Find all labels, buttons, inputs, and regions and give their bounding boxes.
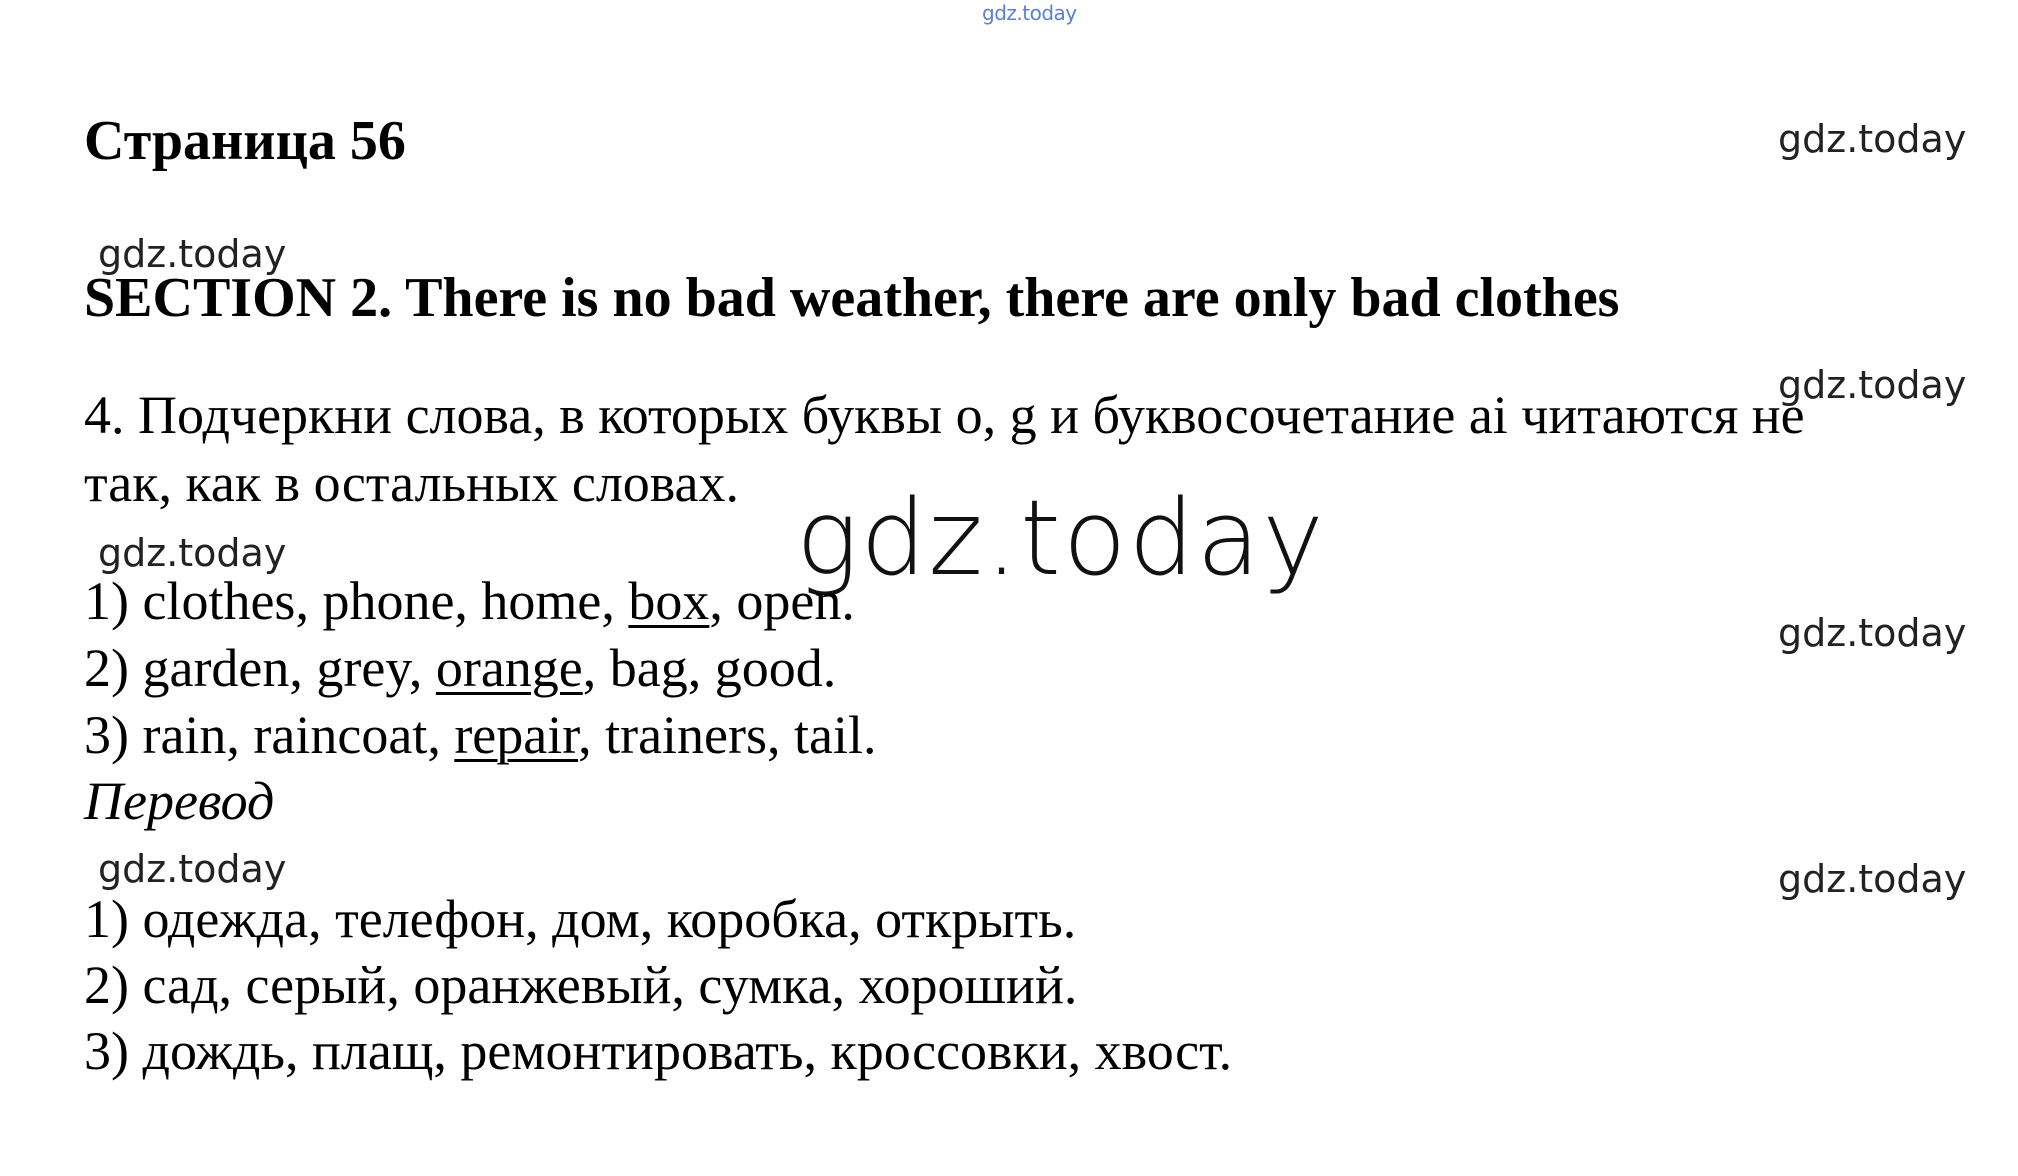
- watermark: gdz.today: [98, 531, 287, 575]
- watermark: gdz.today: [1778, 117, 1967, 161]
- answer-text: 2) garden, grey,: [84, 638, 436, 698]
- watermark-large: gdz.today: [796, 477, 1326, 599]
- translation-line-1: 1) одежда, телефон, дом, коробка, открыть.: [84, 889, 1077, 949]
- answer-line-3: [84, 705, 877, 765]
- answer-text: , bag, good.: [582, 638, 837, 698]
- answer-line-2: [84, 638, 837, 698]
- task-instruction-line-2: так, как в остальных словах.: [84, 453, 740, 513]
- task-instruction-line-1: 4. Подчеркни слова, в которых буквы o, g и буквосочетание ai читаются не: [84, 385, 1805, 445]
- underlined-word: repair: [454, 705, 579, 765]
- answer-text: 3) rain, raincoat,: [84, 705, 455, 765]
- translation-line-3: 3) дождь, плащ, ремонтировать, кроссовки, хвост.: [84, 1021, 1233, 1081]
- watermark: gdz.today: [1778, 363, 1967, 407]
- answer-text: , open.: [709, 571, 855, 631]
- watermark: gdz.today: [1778, 857, 1967, 901]
- translation-heading: Перевод: [84, 771, 275, 831]
- answer-text: 1) clothes, phone, home,: [84, 571, 629, 631]
- watermark-top: gdz.today: [982, 1, 1077, 25]
- answer-text: , trainers, tail.: [578, 705, 877, 765]
- watermark: gdz.today: [1778, 611, 1967, 655]
- underlined-word: box: [628, 571, 710, 631]
- translation-line-2: 2) сад, серый, оранжевый, сумка, хороший.: [84, 955, 1078, 1015]
- underlined-word: orange: [435, 638, 583, 698]
- watermark: gdz.today: [98, 232, 287, 276]
- page-title: Страница 56: [84, 110, 406, 172]
- answer-line-1: [84, 571, 855, 631]
- section-title: SECTION 2. There is no bad weather, there are only bad clothes: [84, 267, 1620, 329]
- watermark: gdz.today: [98, 847, 287, 891]
